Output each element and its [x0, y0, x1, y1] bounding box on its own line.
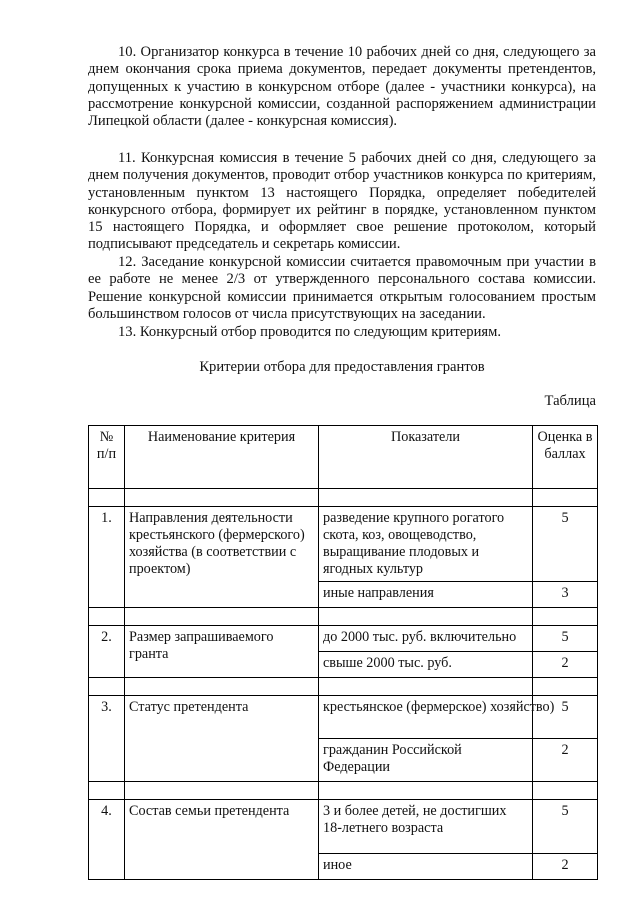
row-2-score-1: 5	[533, 626, 598, 652]
row-1-score-1: 5	[533, 507, 598, 582]
table-row	[89, 626, 598, 652]
row-2-indicator-2: свыше 2000 тыс. руб.	[319, 652, 533, 678]
table-row	[89, 800, 598, 854]
row-4-score-1: 5	[533, 800, 598, 854]
row-1-score-2: 3	[533, 582, 598, 608]
row-2-num: 2.	[89, 626, 125, 678]
table-label: Таблица	[544, 393, 596, 409]
table-spacer	[89, 608, 598, 626]
header-name: Наименование критерия	[125, 426, 319, 489]
row-3-num: 3.	[89, 696, 125, 782]
table-spacer	[89, 489, 598, 507]
paragraph-13: 13. Конкурсный отбор проводится по следующим критериям.	[118, 324, 501, 340]
paragraph-12: 12. Заседание конкурсной комиссии считается правомочным при участии в ее работе не менее 2/3 от утвержденного персонального состава комиссии. Решение конкурсной комиссии принимается открытым голосованием простым большинством голосов от числа присутствующих на заседании.	[88, 254, 596, 322]
table-row	[89, 696, 598, 739]
row-3-indicator-1-text: крестьянское (фермерское) хозяйство)	[323, 699, 555, 715]
row-3-indicator-2: гражданин Российской Федерации	[319, 739, 533, 782]
table-header-row	[89, 426, 598, 489]
row-2-score-2: 2	[533, 652, 598, 678]
paragraph-10: 10. Организатор конкурса в течение 10 рабочих дней со дня, следующего за днем окончания срока приема документов, передает документы претендентов, допущенных к участию в конкурсном отборе (далее - участники конкурса), на рассмотрение конкурсной комиссии, созданной распоряжением администрации Липецкой области (далее - конкурсная комиссия).	[88, 44, 596, 130]
row-1-num: 1.	[89, 507, 125, 608]
row-2-indicator-1: до 2000 тыс. руб. включительно	[319, 626, 533, 652]
row-1-indicator-2: иные направления	[319, 582, 533, 608]
row-1-name: Направления деятельности крестьянского (фермерского) хозяйства (в соответствии с проектом)	[125, 507, 319, 608]
table-spacer	[89, 782, 598, 800]
row-1-indicator-1: разведение крупного рогатого скота, коз, овощеводство, выращивание плодовых и ягодных культур	[319, 507, 533, 582]
table-row	[89, 507, 598, 582]
paragraph-11: 11. Конкурсная комиссия в течение 5 рабочих дней со дня, следующего за днем получения документов, проводит отбор участников конкурса по критериям, установленным пунктом 13 настоящего Порядка, определяет победителей конкурсного отбора, формирует их рейтинг в порядке, установленном пунктом 15 настоящего Порядка, и оформляет свое решение протоколом, который подписывают председатель и секретарь комиссии.	[88, 150, 596, 253]
row-3-score-2: 2	[533, 739, 598, 782]
row-2-name: Размер запрашиваемого гранта	[125, 626, 319, 678]
table-heading: Критерии отбора для предоставления грантов	[199, 359, 485, 375]
row-4-score-2: 2	[533, 854, 598, 880]
header-score: Оценка в баллах	[533, 426, 598, 489]
table-spacer	[89, 678, 598, 696]
criteria-table	[88, 425, 598, 880]
row-3-score-1: 5	[533, 696, 598, 739]
row-4-indicator-2: иное	[319, 854, 533, 880]
row-3-name: Статус претендента	[125, 696, 319, 782]
row-3-indicator-1	[319, 696, 555, 739]
header-indicators: Показатели	[319, 426, 533, 489]
header-num: № п/п	[89, 426, 125, 489]
row-4-name: Состав семьи претендента	[125, 800, 319, 880]
row-4-num: 4.	[89, 800, 125, 880]
row-4-indicator-1: 3 и более детей, не достигших 18-летнего возраста	[319, 800, 533, 854]
